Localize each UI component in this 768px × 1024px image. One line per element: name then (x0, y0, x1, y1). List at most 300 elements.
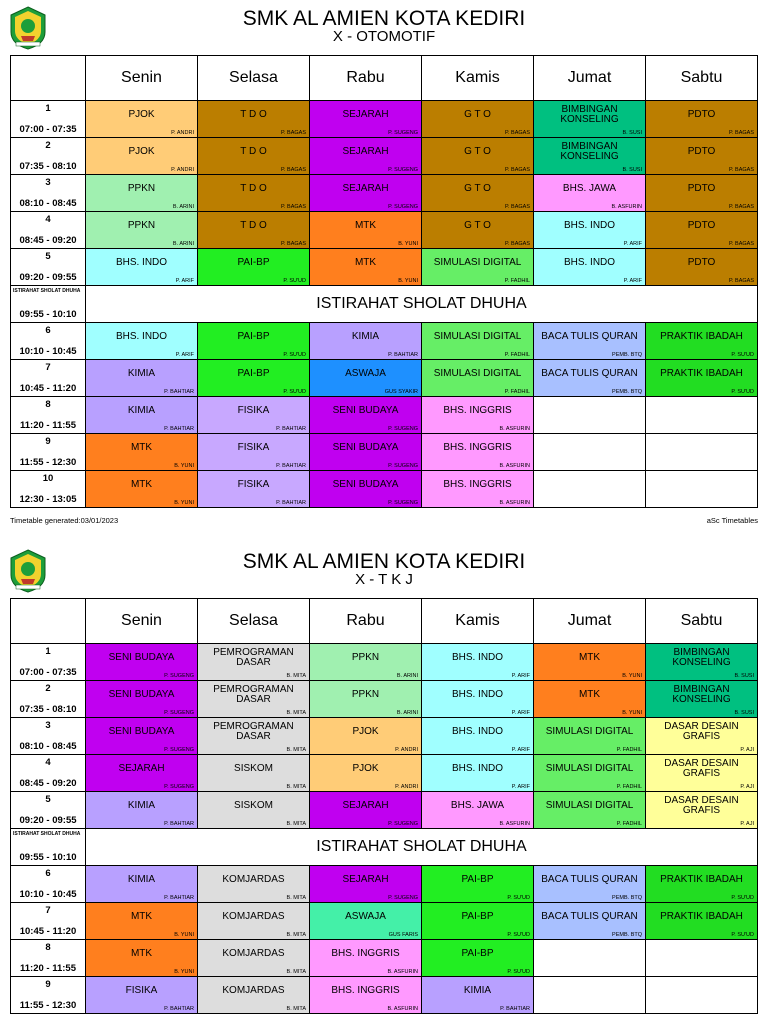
period-number: 4 (45, 214, 51, 225)
lesson-teacher: B. ASFURIN (387, 969, 418, 975)
lesson-teacher: B. ASFURIN (499, 426, 530, 432)
lesson-teacher: P. SU'UD (283, 389, 306, 395)
break-label (11, 286, 86, 323)
day-header-senin: Senin (86, 56, 198, 101)
break-banner: ISTIRAHAT SHOLAT DHUHA (86, 286, 758, 323)
lesson-cell (534, 138, 646, 175)
period-number: 10 (42, 473, 54, 484)
lesson-cell (422, 360, 534, 397)
lesson-cell (422, 249, 534, 286)
lesson-cell (198, 792, 310, 829)
lesson-subject: BHS. INGGRIS (443, 478, 512, 490)
lesson-cell (86, 471, 198, 508)
lesson-subject: KOMJARDAS (222, 873, 285, 885)
period-label (11, 866, 86, 903)
lesson-teacher: P. BAGAS (729, 278, 754, 284)
lesson-cell (646, 718, 758, 755)
period-row (11, 138, 758, 175)
lesson-subject: BHS. INGGRIS (443, 441, 512, 453)
day-header-jumat: Jumat (534, 56, 646, 101)
lesson-teacher: B. YUNI (398, 241, 418, 247)
day-header-row (11, 599, 758, 644)
lesson-cell (86, 977, 198, 1014)
period-number: 6 (45, 868, 51, 879)
period-time: 08:45 - 09:20 (19, 778, 77, 789)
class-subtitle: X - OTOMOTIF (332, 28, 436, 45)
lesson-teacher: P. BAGAS (505, 204, 530, 210)
empty-cell (646, 397, 758, 434)
lesson-subject: BHS. INDO (115, 330, 168, 342)
lesson-cell (198, 212, 310, 249)
lesson-teacher: B. YUNI (174, 932, 194, 938)
lesson-teacher: P. ANDRI (171, 130, 194, 136)
lesson-subject: BIMBINGAN KONSELING (672, 646, 731, 668)
lesson-teacher: GUS SYAKIR (384, 389, 418, 395)
lesson-subject: KIMIA (127, 404, 156, 416)
lesson-teacher: B. MITA (286, 1006, 306, 1012)
lesson-cell (422, 940, 534, 977)
period-time: 07:35 - 08:10 (19, 704, 77, 715)
lesson-cell (86, 249, 198, 286)
lesson-teacher: B. YUNI (174, 969, 194, 975)
lesson-cell (86, 212, 198, 249)
lesson-cell (86, 755, 198, 792)
lesson-subject: MTK (354, 256, 377, 268)
lesson-teacher: P. SU'UD (507, 895, 530, 901)
lesson-teacher: P. BAHTIAR (164, 389, 194, 395)
empty-cell (646, 940, 758, 977)
timetable-grid (10, 598, 758, 1014)
lesson-subject: MTK (130, 478, 153, 490)
lesson-subject: PPKN (127, 182, 156, 194)
lesson-subject: BHS. INGGRIS (331, 984, 400, 996)
lesson-cell (534, 755, 646, 792)
lesson-cell (422, 323, 534, 360)
lesson-cell (198, 360, 310, 397)
lesson-teacher: P. SU'UD (731, 389, 754, 395)
lesson-teacher: P. ARIF (511, 673, 530, 679)
lesson-subject: G T O (464, 145, 491, 157)
lesson-teacher: P. ARIF (623, 278, 642, 284)
lesson-cell (534, 212, 646, 249)
lesson-teacher: B. ARINI (396, 673, 418, 679)
lesson-cell (534, 681, 646, 718)
lesson-subject: BHS. INDO (563, 219, 616, 231)
period-label (11, 138, 86, 175)
corner-cell (11, 599, 86, 644)
lesson-cell (310, 212, 422, 249)
lesson-teacher: B. YUNI (398, 278, 418, 284)
lesson-teacher: P. ARIF (175, 278, 194, 284)
lesson-subject: BIMBINGAN KONSELING (672, 683, 731, 705)
lesson-subject: SENI BUDAYA (108, 688, 175, 700)
lesson-teacher: P. SU'UD (507, 969, 530, 975)
lesson-teacher: B. ARINI (396, 710, 418, 716)
break-title: ISTIRAHAT SHOLAT DHUHA (13, 831, 81, 837)
timetable-grid (10, 55, 758, 508)
lesson-subject: SENI BUDAYA (108, 651, 175, 663)
period-label (11, 644, 86, 681)
period-number: 4 (45, 757, 51, 768)
lesson-subject: MTK (130, 947, 153, 959)
lesson-cell (310, 323, 422, 360)
lesson-teacher: P. SUGENG (164, 673, 194, 679)
lesson-cell (310, 940, 422, 977)
lesson-subject (536, 397, 643, 424)
lesson-cell (422, 644, 534, 681)
lesson-teacher: B. MITA (286, 710, 306, 716)
lesson-teacher: P. BAGAS (729, 241, 754, 247)
period-row (11, 323, 758, 360)
period-number: 1 (45, 646, 51, 657)
lesson-subject: PRAKTIK IBADAH (660, 367, 743, 379)
lesson-cell (646, 101, 758, 138)
lesson-teacher: P. AJI (740, 747, 754, 753)
day-header-selasa: Selasa (198, 599, 310, 644)
empty-cell (534, 471, 646, 508)
lesson-subject: BHS. INGGRIS (331, 947, 400, 959)
lesson-teacher: P. BAGAS (281, 130, 306, 136)
break-time: 09:55 - 10:10 (19, 852, 77, 863)
lesson-subject: SEJARAH (342, 145, 389, 157)
day-header-kamis: Kamis (422, 599, 534, 644)
lesson-teacher: P. FADHIL (616, 821, 642, 827)
lesson-subject: KIMIA (127, 873, 156, 885)
lesson-subject: PDTO (687, 145, 716, 157)
lesson-cell (422, 434, 534, 471)
lesson-cell (422, 866, 534, 903)
lesson-subject: SENI BUDAYA (332, 478, 399, 490)
empty-cell (646, 471, 758, 508)
lesson-subject: BACA TULIS QURAN (541, 873, 638, 885)
lesson-cell (198, 977, 310, 1014)
lesson-teacher: B. ASFURIN (499, 463, 530, 469)
lesson-subject: SIMULASI DIGITAL (545, 725, 634, 737)
lesson-cell (534, 644, 646, 681)
lesson-subject: ASWAJA (345, 367, 386, 379)
empty-cell (534, 434, 646, 471)
lesson-teacher: P. SUGENG (388, 167, 418, 173)
lesson-cell (86, 175, 198, 212)
lesson-teacher: P. BAGAS (505, 241, 530, 247)
lesson-subject: SISKOM (234, 799, 273, 811)
lesson-cell (86, 903, 198, 940)
period-label (11, 360, 86, 397)
lesson-subject: SEJARAH (342, 108, 389, 120)
break-row (11, 829, 758, 866)
period-label (11, 101, 86, 138)
lesson-subject: PJOK (352, 725, 379, 737)
lesson-teacher: P. SUGENG (388, 500, 418, 506)
lesson-teacher: PEMB. BTQ (612, 895, 642, 901)
lesson-subject: PPKN (351, 651, 380, 663)
break-banner: ISTIRAHAT SHOLAT DHUHA (86, 829, 758, 866)
lesson-cell (86, 718, 198, 755)
lesson-cell (534, 718, 646, 755)
period-number: 1 (45, 103, 51, 114)
period-time: 10:45 - 11:20 (19, 383, 77, 394)
period-row (11, 175, 758, 212)
lesson-cell (86, 940, 198, 977)
lesson-subject: BHS. JAWA (450, 799, 505, 811)
lesson-cell (198, 323, 310, 360)
lesson-cell (86, 644, 198, 681)
lesson-cell (310, 397, 422, 434)
lesson-subject: PEMROGRAMAN DASAR (213, 683, 294, 705)
lesson-subject (536, 977, 643, 1004)
lesson-teacher: P. SU'UD (731, 932, 754, 938)
lesson-subject: FISIKA (237, 404, 270, 416)
lesson-cell (310, 977, 422, 1014)
lesson-subject: BHS. INGGRIS (443, 404, 512, 416)
lesson-subject: MTK (130, 441, 153, 453)
day-header-kamis: Kamis (422, 56, 534, 101)
lesson-subject: DASAR DESAIN GRAFIS (664, 720, 739, 742)
lesson-teacher: B. ARINI (172, 204, 194, 210)
period-number: 7 (45, 362, 51, 373)
lesson-subject: SEJARAH (342, 182, 389, 194)
lesson-teacher: B. MITA (286, 673, 306, 679)
school-title: SMK AL AMIEN KOTA KEDIRI (242, 7, 526, 30)
lesson-cell (534, 792, 646, 829)
period-number: 5 (45, 251, 51, 262)
lesson-cell (646, 249, 758, 286)
lesson-subject: SIMULASI DIGITAL (433, 330, 522, 342)
lesson-cell (534, 323, 646, 360)
lesson-cell (534, 249, 646, 286)
lesson-cell (646, 755, 758, 792)
period-time: 11:55 - 12:30 (19, 1000, 77, 1011)
period-row (11, 471, 758, 508)
lesson-teacher: P. ARIF (511, 747, 530, 753)
period-row (11, 792, 758, 829)
lesson-subject: T D O (240, 145, 267, 157)
day-header-rabu: Rabu (310, 56, 422, 101)
lesson-subject: KOMJARDAS (222, 947, 285, 959)
lesson-cell (198, 471, 310, 508)
lesson-cell (86, 681, 198, 718)
empty-cell (646, 434, 758, 471)
lesson-teacher: B. ASFURIN (499, 821, 530, 827)
lesson-cell (646, 323, 758, 360)
lesson-subject: KIMIA (463, 984, 492, 996)
lesson-teacher: PEMB. BTQ (612, 932, 642, 938)
lesson-teacher: P. SUGENG (164, 710, 194, 716)
lesson-cell (422, 175, 534, 212)
lesson-subject: PAI-BP (461, 873, 494, 885)
lesson-subject: G T O (464, 182, 491, 194)
lesson-cell (86, 101, 198, 138)
lesson-subject: SIMULASI DIGITAL (433, 256, 522, 268)
period-row (11, 755, 758, 792)
lesson-cell (310, 471, 422, 508)
lesson-cell (310, 903, 422, 940)
lesson-subject: BHS. INDO (451, 725, 504, 737)
corner-cell (11, 56, 86, 101)
generated-date: Timetable generated:03/01/2023 (10, 516, 119, 525)
lesson-subject: PJOK (128, 108, 155, 120)
lesson-subject: PJOK (128, 145, 155, 157)
lesson-cell (86, 397, 198, 434)
break-time: 09:55 - 10:10 (19, 309, 77, 320)
lesson-cell (310, 434, 422, 471)
period-time: 11:55 - 12:30 (19, 457, 77, 468)
lesson-cell (86, 323, 198, 360)
lesson-subject: T D O (240, 108, 267, 120)
lesson-subject: KOMJARDAS (222, 910, 285, 922)
lesson-subject: BIMBINGAN KONSELING (560, 103, 619, 125)
lesson-teacher: B. ARINI (172, 241, 194, 247)
lesson-cell (646, 681, 758, 718)
lesson-cell (198, 397, 310, 434)
lesson-cell (198, 681, 310, 718)
lesson-teacher: PEMB. BTQ (612, 389, 642, 395)
period-row (11, 718, 758, 755)
timetable-tkj (0, 543, 768, 1024)
lesson-cell (646, 792, 758, 829)
lesson-teacher: B. MITA (286, 784, 306, 790)
lesson-cell (422, 138, 534, 175)
lesson-subject: SENI BUDAYA (108, 725, 175, 737)
lesson-cell (86, 434, 198, 471)
lesson-subject: PRAKTIK IBADAH (660, 330, 743, 342)
lesson-subject: PAI-BP (461, 910, 494, 922)
lesson-teacher: B. ASFURIN (611, 204, 642, 210)
lesson-cell (534, 360, 646, 397)
lesson-teacher: P. BAGAS (729, 130, 754, 136)
break-row (11, 286, 758, 323)
lesson-teacher: P. BAHTIAR (276, 500, 306, 506)
lesson-teacher: P. SU'UD (283, 278, 306, 284)
lesson-teacher: B. SUSI (734, 710, 754, 716)
day-header-jumat: Jumat (534, 599, 646, 644)
lesson-subject (536, 940, 643, 967)
period-time: 07:00 - 07:35 (19, 124, 77, 135)
period-time: 12:30 - 13:05 (19, 494, 77, 505)
lesson-teacher: P. ARIF (623, 241, 642, 247)
lesson-subject: PDTO (687, 108, 716, 120)
lesson-subject: FISIKA (237, 478, 270, 490)
period-time: 10:10 - 10:45 (19, 346, 77, 357)
lesson-teacher: P. AJI (740, 821, 754, 827)
period-number: 3 (45, 177, 51, 188)
lesson-cell (198, 101, 310, 138)
school-title: SMK AL AMIEN KOTA KEDIRI (242, 550, 526, 573)
lesson-cell (310, 175, 422, 212)
lesson-subject: SIMULASI DIGITAL (545, 762, 634, 774)
lesson-cell (198, 434, 310, 471)
period-time: 07:00 - 07:35 (19, 667, 77, 678)
lesson-teacher: P. FADHIL (616, 747, 642, 753)
lesson-teacher: P. SUGENG (164, 747, 194, 753)
lesson-cell (422, 397, 534, 434)
lesson-cell (646, 138, 758, 175)
period-label (11, 249, 86, 286)
period-label (11, 471, 86, 508)
period-label (11, 755, 86, 792)
lesson-subject (648, 977, 755, 1004)
lesson-cell (422, 903, 534, 940)
lesson-teacher: P. BAHTIAR (388, 352, 418, 358)
lesson-subject: BACA TULIS QURAN (541, 330, 638, 342)
lesson-teacher: P. SUGENG (388, 463, 418, 469)
lesson-teacher: P. BAGAS (505, 167, 530, 173)
lesson-subject: SIMULASI DIGITAL (433, 367, 522, 379)
lesson-cell (198, 866, 310, 903)
lesson-teacher: P. BAGAS (729, 204, 754, 210)
day-header-row (11, 56, 758, 101)
lesson-subject: PAI-BP (237, 256, 270, 268)
lesson-subject: BHS. INDO (563, 256, 616, 268)
period-time: 08:10 - 08:45 (19, 741, 77, 752)
lesson-cell (310, 360, 422, 397)
period-label (11, 397, 86, 434)
lesson-subject: DASAR DESAIN GRAFIS (664, 757, 739, 779)
lesson-subject: PRAKTIK IBADAH (660, 910, 743, 922)
lesson-subject (648, 434, 755, 461)
lesson-teacher: B. SUSI (734, 673, 754, 679)
lesson-teacher: B. ASFURIN (499, 500, 530, 506)
lesson-cell (646, 866, 758, 903)
lesson-teacher: P. SUGENG (388, 426, 418, 432)
lesson-teacher: P. FADHIL (504, 352, 530, 358)
lesson-subject: T D O (240, 182, 267, 194)
period-time: 11:20 - 11:55 (20, 963, 76, 974)
lesson-cell (310, 138, 422, 175)
lesson-teacher: P. BAGAS (281, 241, 306, 247)
lesson-cell (534, 175, 646, 212)
period-row (11, 866, 758, 903)
lesson-cell (422, 755, 534, 792)
asc-credit: aSc Timetables (706, 516, 758, 525)
lesson-cell (310, 718, 422, 755)
period-number: 2 (45, 140, 51, 151)
day-header-rabu: Rabu (310, 599, 422, 644)
empty-cell (534, 977, 646, 1014)
empty-cell (646, 977, 758, 1014)
lesson-cell (198, 940, 310, 977)
lesson-subject: KOMJARDAS (222, 984, 285, 996)
period-row (11, 397, 758, 434)
lesson-subject: PPKN (351, 688, 380, 700)
day-header-sabtu: Sabtu (646, 56, 758, 101)
lesson-teacher: P. SU'UD (283, 352, 306, 358)
period-row (11, 644, 758, 681)
lesson-cell (422, 101, 534, 138)
lesson-subject: PAI-BP (461, 947, 494, 959)
lesson-subject: PJOK (352, 762, 379, 774)
lesson-subject: MTK (130, 910, 153, 922)
empty-cell (534, 397, 646, 434)
lesson-teacher: P. BAGAS (281, 204, 306, 210)
period-time: 08:10 - 08:45 (19, 198, 77, 209)
lesson-teacher: B. YUNI (622, 710, 642, 716)
lesson-subject: BHS. INDO (451, 762, 504, 774)
lesson-teacher: P. BAGAS (505, 130, 530, 136)
period-label (11, 903, 86, 940)
lesson-teacher: P. ANDRI (395, 747, 418, 753)
lesson-cell (310, 101, 422, 138)
period-label (11, 434, 86, 471)
lesson-cell (310, 755, 422, 792)
lesson-teacher: P. SU'UD (731, 352, 754, 358)
period-time: 10:10 - 10:45 (19, 889, 77, 900)
period-number: 3 (45, 720, 51, 731)
day-header-senin: Senin (86, 599, 198, 644)
lesson-cell (646, 175, 758, 212)
lesson-teacher: P. ANDRI (395, 784, 418, 790)
lesson-cell (310, 866, 422, 903)
